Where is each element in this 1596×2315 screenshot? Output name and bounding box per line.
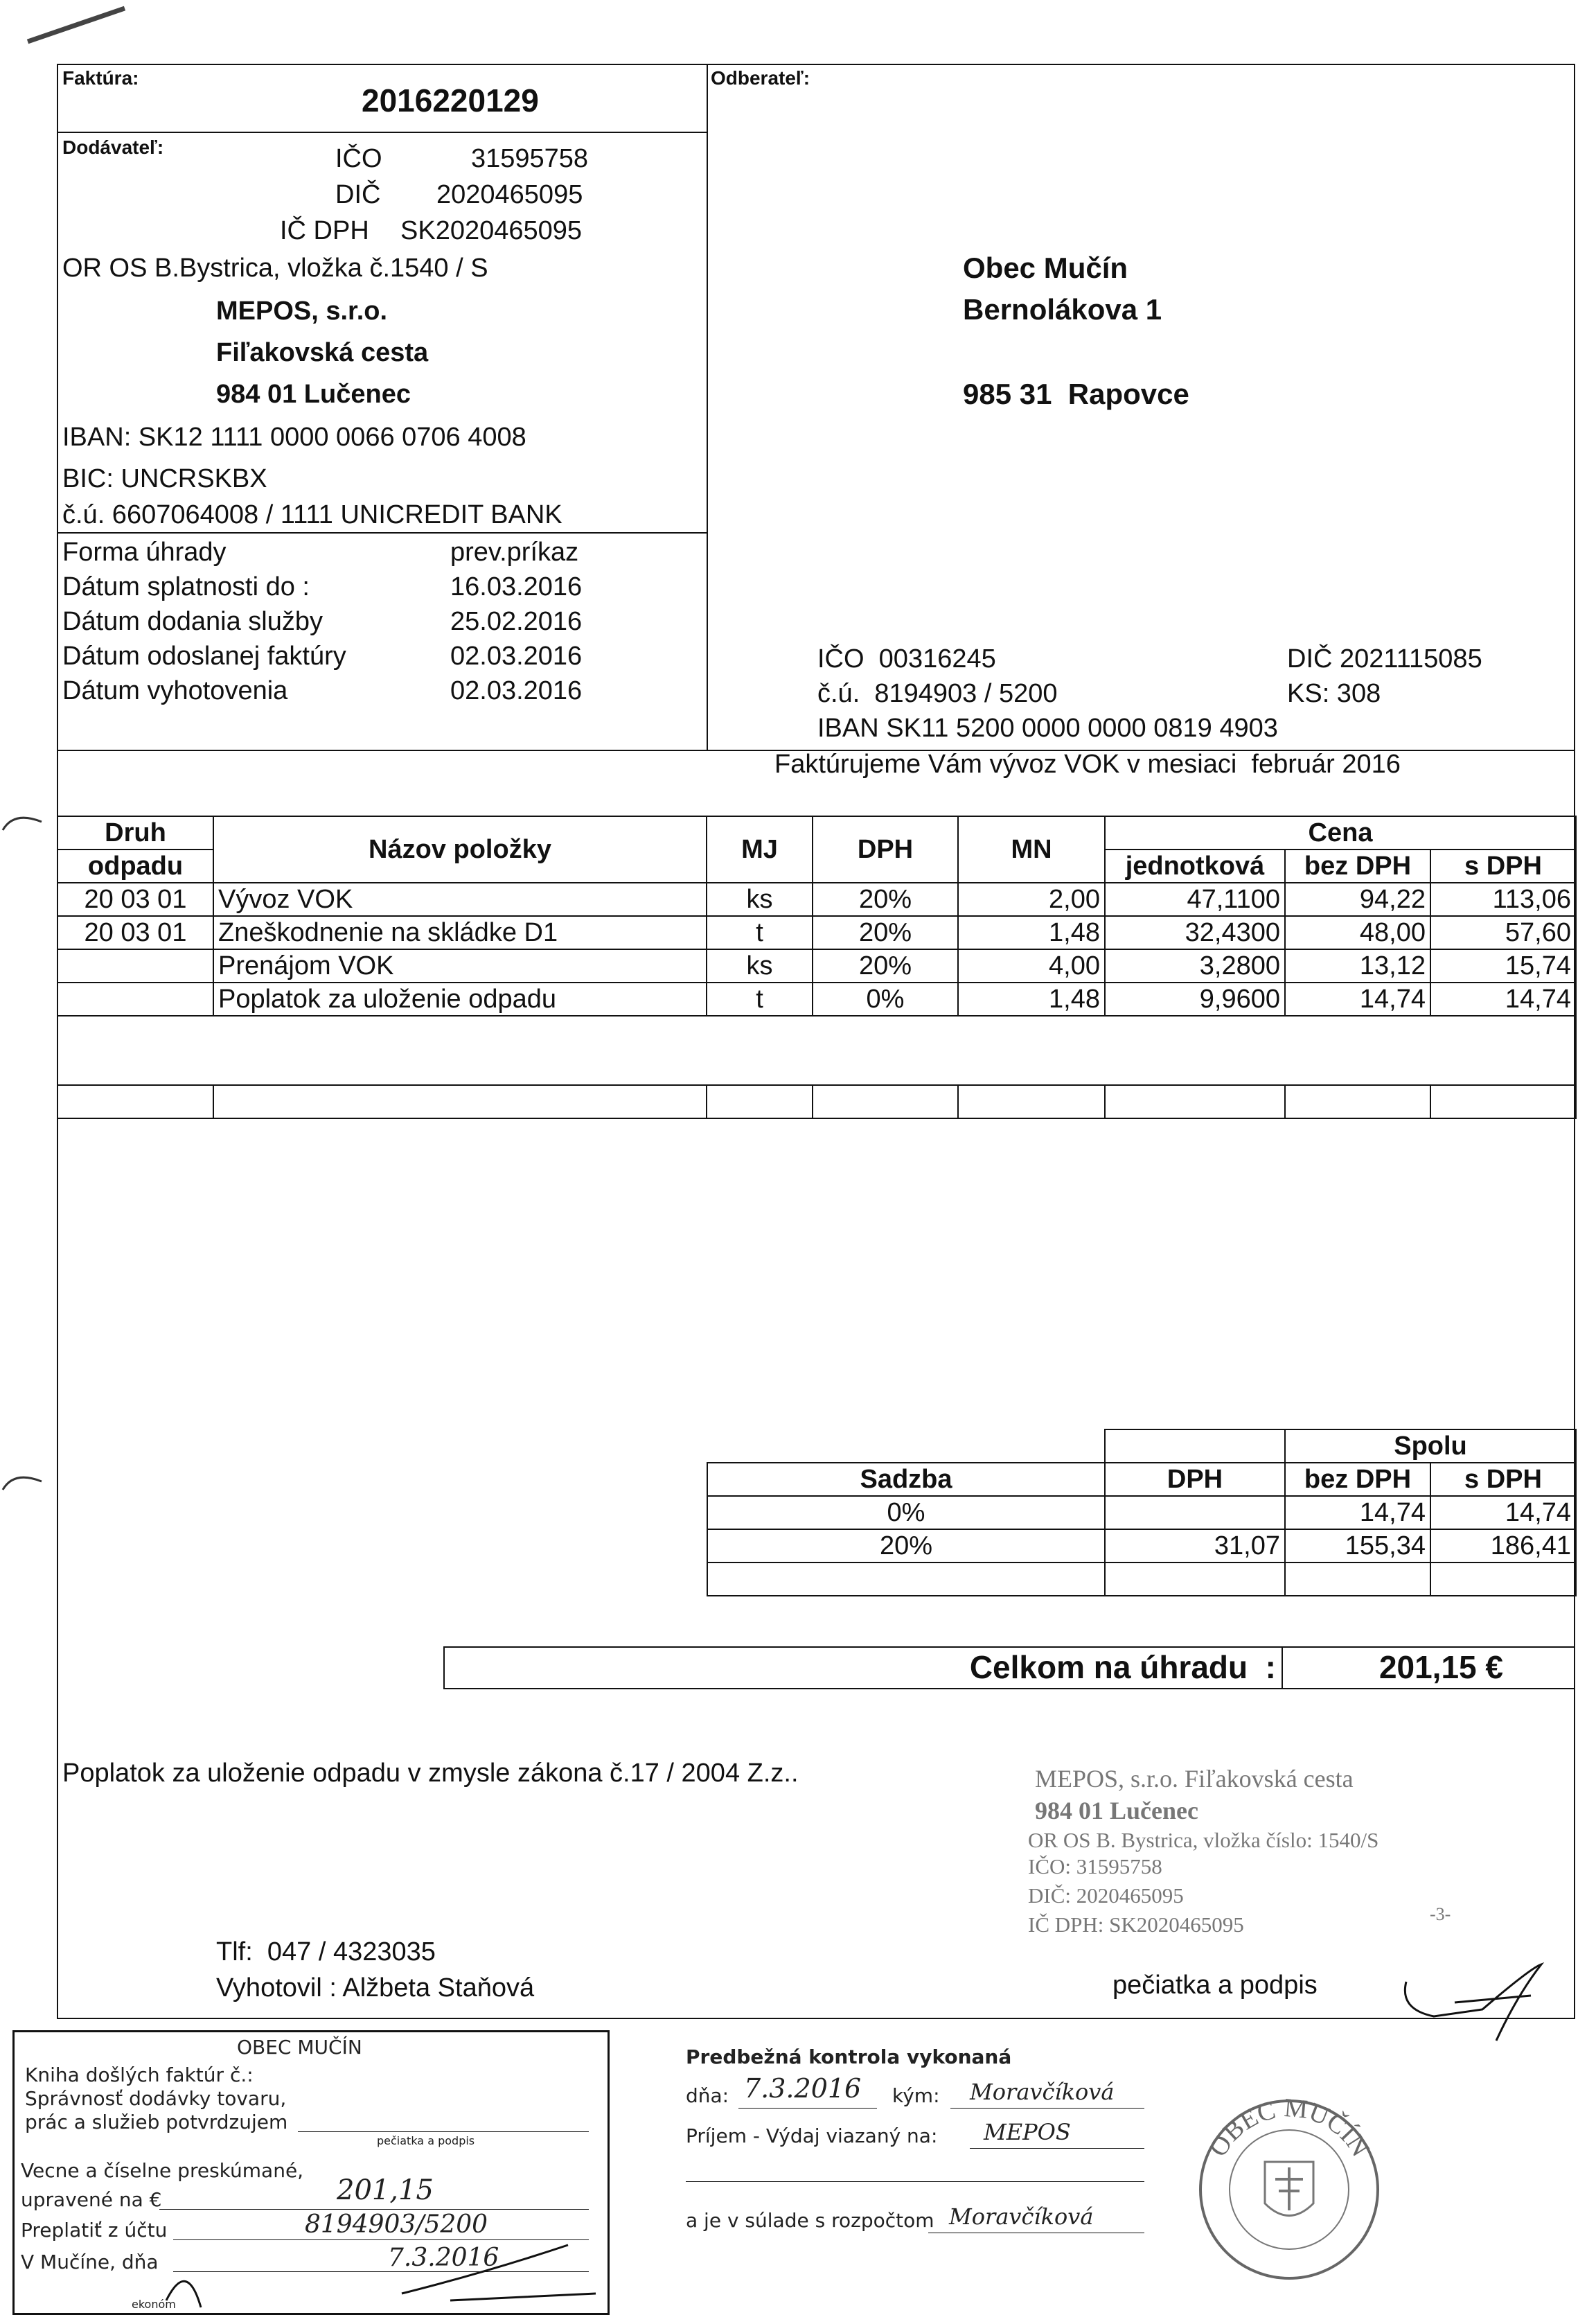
empty-cell [1285, 1085, 1430, 1118]
customer-ico: IČO 00316245 [817, 644, 996, 674]
table-row [57, 916, 1576, 949]
col-mn: MN [958, 816, 1105, 883]
item-name: Zneškodnenie na skládke D1 [213, 916, 707, 949]
customer-account: č.ú. 8194903 / 5200 [817, 679, 1058, 708]
control-stamp-title: Predbežná kontrola vykonaná [686, 2045, 1012, 2068]
item-net: 13,12 [1285, 949, 1430, 983]
footer-phone: Tlf: 047 / 4323035 [216, 1937, 436, 1966]
item-code: 20 03 01 [57, 883, 213, 916]
svg-text:OBEC MUČÍN: OBEC MUČÍN [1203, 2093, 1375, 2162]
item-dph: 0% [813, 983, 958, 1016]
summary-net: 155,34 [1285, 1529, 1430, 1563]
empty-cell [707, 1429, 1105, 1463]
summary-vat [1105, 1496, 1285, 1529]
delivery-date-value: 25.02.2016 [450, 607, 583, 636]
book-stamp-l1: Kniha došlých faktúr č.: [25, 2063, 254, 2086]
table-row [57, 949, 1576, 983]
company-stamp-line6: IČ DPH: SK2020465095 [1028, 1912, 1244, 1937]
item-net: 48,00 [1285, 916, 1430, 949]
col-s-dph: s DPH [1430, 850, 1576, 883]
item-mj: ks [707, 949, 813, 983]
supplier-bic: BIC: UNCRSKBX [62, 464, 267, 493]
invoice-label: Faktúra: [62, 67, 139, 89]
due-date-value: 16.03.2016 [450, 572, 583, 601]
staple-mark [21, 0, 132, 49]
item-net: 94,22 [1285, 883, 1430, 916]
item-gross: 57,60 [1430, 916, 1576, 949]
control-stamp-hand-kym: Moravčíková [970, 2079, 1115, 2105]
empty-cell [958, 1085, 1105, 1118]
item-mn: 1,48 [958, 983, 1105, 1016]
empty-cell [1430, 1085, 1576, 1118]
item-net: 14,74 [1285, 983, 1430, 1016]
line-under-invoice [57, 132, 707, 133]
supplier-label: Dodávateľ: [62, 137, 164, 158]
summary-net: 14,74 [1285, 1496, 1430, 1529]
item-gross: 113,06 [1430, 883, 1576, 916]
empty-cell [1285, 1563, 1430, 1596]
total-label: Celkom na úhradu : [969, 1649, 1276, 1685]
col-cena: Cena [1105, 816, 1576, 850]
summary-dph: DPH [1105, 1463, 1285, 1496]
customer-name: Obec Mučín [963, 252, 1128, 284]
col-odpadu: odpadu [57, 850, 213, 883]
sign-line [298, 2131, 589, 2132]
summary-gross: 186,41 [1430, 1529, 1576, 1563]
amount-line [159, 2209, 589, 2210]
summary-gross: 14,74 [1430, 1496, 1576, 1529]
book-stamp-sign-caption: pečiatka a podpis [377, 2134, 475, 2147]
summary-spolu: Spolu [1285, 1429, 1576, 1463]
company-stamp-line4: IČO: 31595758 [1028, 1854, 1162, 1878]
customer-street: Bernolákova 1 [963, 293, 1162, 326]
col-nazov: Názov položky [213, 816, 707, 883]
control-stamp-rozpocet: a je v súlade s rozpočtom [686, 2209, 934, 2232]
item-code: 20 03 01 [57, 916, 213, 949]
control-stamp-kym: kým: [892, 2084, 940, 2107]
table-row [707, 1529, 1576, 1563]
book-stamp-l4: Vecne a číselne preskúmané, [21, 2159, 304, 2182]
supplier-icdph-label: IČ DPH [280, 216, 369, 245]
book-stamp-signature [139, 2231, 610, 2313]
item-dph: 20% [813, 916, 958, 949]
issue-date-value: 02.03.2016 [450, 676, 583, 705]
summary-bez-dph: bez DPH [1285, 1463, 1430, 1496]
item-mn: 4,00 [958, 949, 1105, 983]
footer-issued-by: Vyhotovil : Alžbeta Staňová [216, 1973, 535, 2002]
table-row-empty [57, 1085, 1576, 1118]
total-amount: 201,15 € [1378, 1649, 1503, 1685]
fee-note: Poplatok za uloženie odpadu v zmysle zákona č.17 / 2004 Z.z.. [62, 1759, 799, 1788]
item-unit-price: 9,9600 [1105, 983, 1285, 1016]
item-name: Poplatok za uloženie odpadu [213, 983, 707, 1016]
supplier-dic: 2020465095 [436, 180, 583, 209]
book-stamp-title: OBEC MUČÍN [237, 2036, 362, 2059]
supplier-street: Fiľakovská cesta [216, 338, 429, 367]
item-mn: 2,00 [958, 883, 1105, 916]
customer-iban: IBAN SK11 5200 0000 0000 0819 4903 [817, 714, 1278, 743]
due-date-label: Dátum splatnosti do : [62, 572, 310, 601]
customer-label: Odberateľ: [711, 67, 810, 89]
payment-form-value: prev.príkaz [450, 538, 579, 567]
summary-rate: 20% [707, 1529, 1105, 1563]
customer-city: 985 31 Rapovce [963, 378, 1189, 410]
summary-sadzba: Sadzba [707, 1463, 1105, 1496]
col-druh: Druh [57, 816, 213, 850]
item-gross: 14,74 [1430, 983, 1576, 1016]
summary-table [707, 1429, 1577, 1596]
issue-date-label: Dátum vyhotovenia [62, 676, 288, 705]
table-row [707, 1496, 1576, 1529]
control-date-line [738, 2108, 877, 2109]
book-stamp-hand-amount: 201,15 [337, 2174, 434, 2206]
book-stamp-l6: Preplatiť z účtu [21, 2219, 168, 2242]
supplier-icdph: SK2020465095 [400, 216, 583, 245]
company-stamp-line5: DIČ: 2020465095 [1028, 1883, 1184, 1908]
control-stamp-prijem: Príjem - Výdaj viazaný na: [686, 2124, 938, 2147]
empty-cell [813, 1085, 958, 1118]
empty-cell [707, 1563, 1105, 1596]
summary-vat: 31,07 [1105, 1529, 1285, 1563]
supplier-name: MEPOS, s.r.o. [216, 297, 388, 326]
control-stamp-hand-viazany: MEPOS [984, 2119, 1071, 2145]
book-stamp-l7: V Mučíne, dňa [21, 2251, 159, 2273]
items-table [57, 816, 1577, 1119]
book-stamp-hand-date: 7.3.2016 [388, 2244, 499, 2272]
col-jednotkova: jednotková [1105, 850, 1285, 883]
control-stamp-dna: dňa: [686, 2084, 729, 2107]
book-stamp-l2: Správnosť dodávky tovaru, [25, 2087, 287, 2110]
company-stamp-line2: 984 01 Lučenec [1035, 1797, 1198, 1824]
item-gross: 15,74 [1430, 949, 1576, 983]
table-row [57, 883, 1576, 916]
table-row-empty [707, 1563, 1576, 1596]
item-dph: 20% [813, 949, 958, 983]
col-mj: MJ [707, 816, 813, 883]
control-stamp-hand-rozpocet: Moravčíková [949, 2203, 1094, 2230]
book-stamp-hand-account: 8194903/5200 [305, 2210, 488, 2239]
item-name: Prenájom VOK [213, 949, 707, 983]
empty-cell [57, 1016, 1576, 1085]
item-dph: 20% [813, 883, 958, 916]
empty-cell [213, 1085, 707, 1118]
supplier-city: 984 01 Lučenec [216, 380, 411, 409]
summary-header-row-1 [707, 1429, 1576, 1463]
summary-s-dph: s DPH [1430, 1463, 1576, 1496]
control-blank-line [686, 2181, 1144, 2182]
control-viazany-line [970, 2148, 1144, 2149]
invoice-description: Faktúrujeme Vám vývoz VOK v mesiaci február 2016 [774, 750, 1401, 779]
line-under-supplier [57, 532, 707, 534]
delivery-date-label: Dátum dodania služby [62, 607, 323, 636]
item-mn: 1,48 [958, 916, 1105, 949]
sent-date-label: Dátum odoslanej faktúry [62, 642, 346, 671]
item-code [57, 949, 213, 983]
round-seal [1189, 2086, 1390, 2287]
supplier-ico-label: IČO [335, 144, 382, 173]
supplier-register: OR OS B.Bystrica, vložka č.1540 / S [62, 254, 488, 283]
empty-cell [1430, 1563, 1576, 1596]
book-stamp-l3: prác a služieb potvrdzujem [25, 2111, 288, 2133]
payment-form-label: Forma úhrady [62, 538, 227, 567]
summary-header-row-2 [707, 1463, 1576, 1496]
header-divider [707, 64, 708, 750]
sent-date-value: 02.03.2016 [450, 642, 583, 671]
item-mj: t [707, 916, 813, 949]
book-stamp-bottom-caption: ekonóm [132, 2298, 176, 2311]
item-name: Vývoz VOK [213, 883, 707, 916]
footer-stamp-sign: pečiatka a podpis [1112, 1971, 1318, 2000]
empty-cell [1105, 1563, 1285, 1596]
control-stamp-hand-date: 7.3.2016 [744, 2073, 862, 2104]
empty-cell [1105, 1429, 1285, 1463]
items-header-row-1 [57, 816, 1576, 850]
empty-cell [57, 1085, 213, 1118]
margin-hole-mark [0, 1469, 48, 1497]
table-row-empty [57, 1016, 1576, 1085]
customer-ks: KS: 308 [1287, 679, 1381, 708]
total-divider [1282, 1646, 1283, 1689]
margin-hole-mark [0, 809, 48, 837]
item-unit-price: 47,1100 [1105, 883, 1285, 916]
company-stamp-line3: OR OS B. Bystrica, vložka číslo: 1540/S [1028, 1828, 1379, 1852]
supplier-iban: IBAN: SK12 1111 0000 0066 0706 4008 [62, 423, 526, 452]
control-kym-line [950, 2108, 1144, 2109]
item-mj: ks [707, 883, 813, 916]
item-unit-price: 32,4300 [1105, 916, 1285, 949]
invoice-number: 2016220129 [362, 82, 539, 118]
signature-scribble [1392, 1954, 1552, 2051]
supplier-account: č.ú. 6607064008 / 1111 UNICREDIT BANK [62, 500, 562, 529]
supplier-dic-label: DIČ [335, 180, 381, 209]
item-code [57, 983, 213, 1016]
item-mj: t [707, 983, 813, 1016]
col-dph: DPH [813, 816, 958, 883]
col-bez-dph: bez DPH [1285, 850, 1430, 883]
empty-cell [1105, 1085, 1285, 1118]
supplier-ico: 31595758 [471, 144, 589, 173]
company-stamp-line1: MEPOS, s.r.o. Fiľakovská cesta [1035, 1765, 1354, 1793]
item-unit-price: 3,2800 [1105, 949, 1285, 983]
book-stamp-l5: upravené na € [21, 2188, 162, 2211]
customer-dic: DIČ 2021115085 [1287, 644, 1482, 674]
summary-rate: 0% [707, 1496, 1105, 1529]
empty-cell [707, 1085, 813, 1118]
table-row [57, 983, 1576, 1016]
page-mark: -3- [1430, 1904, 1451, 1924]
